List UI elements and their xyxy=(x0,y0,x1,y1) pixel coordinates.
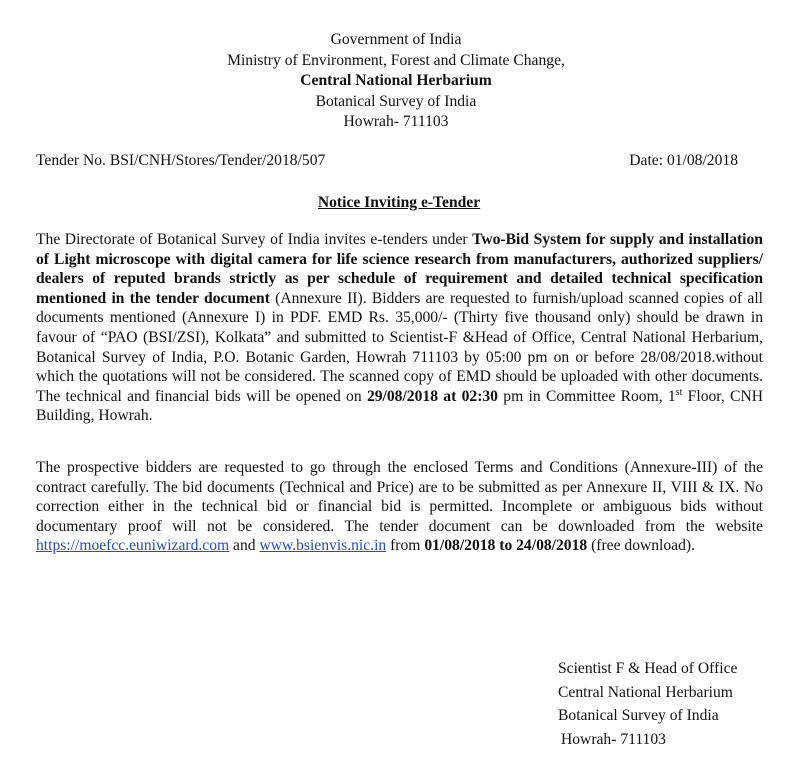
para2-text-1: The prospective bidders are requested to go through the enclosed Terms and Conditions (Annexure-III) of the contract carefully. The bid documents (Technical and Price) are to be submitted as per Annexure II, VIII & IX. No correction either in the technical bid or financial bid is permitted. Incomplete or ambiguous bids without documentary proof will not be considered. The tender document can be downloaded from the website xyxy=(36,459,763,535)
para1-text-4: Floor, CNH Building, Howrah. xyxy=(36,387,763,425)
signature-title: Scientist F & Head of Office xyxy=(558,660,738,677)
para1-text-2: (Annexure II). Bidders are requested to furnish/upload scanned copies of all documents mentioned (Annexure I) in PDF. EMD Rs. 35,000/- (Thirty five thousand only) should be drawn in favour of “PAO (BSI/ZSI), Kolkata” and submitted to Scientist-F &Head of Office, Central National Herbarium, Botanical Survey of India, P.O. Botanic Garden, Howrah 711103 by 05:00 pm on or before 28/08/2018.without which the quotations will not be considered. The scanned copy of EMD should be uploaded with other documents. The technical and financial bids will be opened on xyxy=(36,289,764,405)
paragraph-instructions xyxy=(36,458,763,556)
signature-block xyxy=(558,657,737,751)
header-department: Botanical Survey of India xyxy=(315,92,477,110)
link-moefcc-website[interactable]: https://moefcc.euniwizard.com xyxy=(36,537,230,555)
para2-text-3: from xyxy=(386,537,425,555)
header-address: Howrah- 711103 xyxy=(343,113,449,130)
para1-text-3: pm in Committee Room, 1 xyxy=(497,387,676,405)
para1-superscript: st xyxy=(675,386,683,398)
signature-address: Howrah- 711103 xyxy=(561,730,666,748)
signature-department: Botanical Survey of India xyxy=(558,707,719,724)
signature-organization: Central National Herbarium xyxy=(558,683,733,701)
para2-text-4: (free download). xyxy=(587,537,695,555)
para2-bold-download-period: 01/08/2018 to 24/08/2018 xyxy=(424,537,588,555)
paragraph-invitation xyxy=(36,230,763,426)
header-organization: Central National Herbarium xyxy=(300,72,492,89)
tender-date: Date: 01/08/2018 xyxy=(629,152,738,169)
header-government: Government of India xyxy=(330,31,462,48)
para1-bold-opening-date: 29/08/2018 at 02:30 xyxy=(366,387,498,405)
link-bsienvis-website[interactable]: www.bsienvis.nic.in xyxy=(259,537,387,555)
header-ministry: Ministry of Environment, Forest and Climate Change, xyxy=(227,51,565,69)
tender-info-row xyxy=(36,150,764,172)
para1-text-1: The Directorate of Botanical Survey of India invites e-tenders under xyxy=(36,231,473,248)
letterhead xyxy=(0,30,792,133)
para2-text-2: and xyxy=(229,537,260,555)
tender-number: Tender No. BSI/CNH/Stores/Tender/2018/507 xyxy=(36,152,326,169)
para1-bold-subject: Two-Bid System for supply and installation of Light microscope with digital camera for life science research from manufacturers, authorized suppliers/ dealers of reputed brands strictly as per schedule of requirement and detailed technical specification mentioned in the tender document xyxy=(36,231,763,307)
notice-title: Notice Inviting e-Tender xyxy=(317,194,481,211)
